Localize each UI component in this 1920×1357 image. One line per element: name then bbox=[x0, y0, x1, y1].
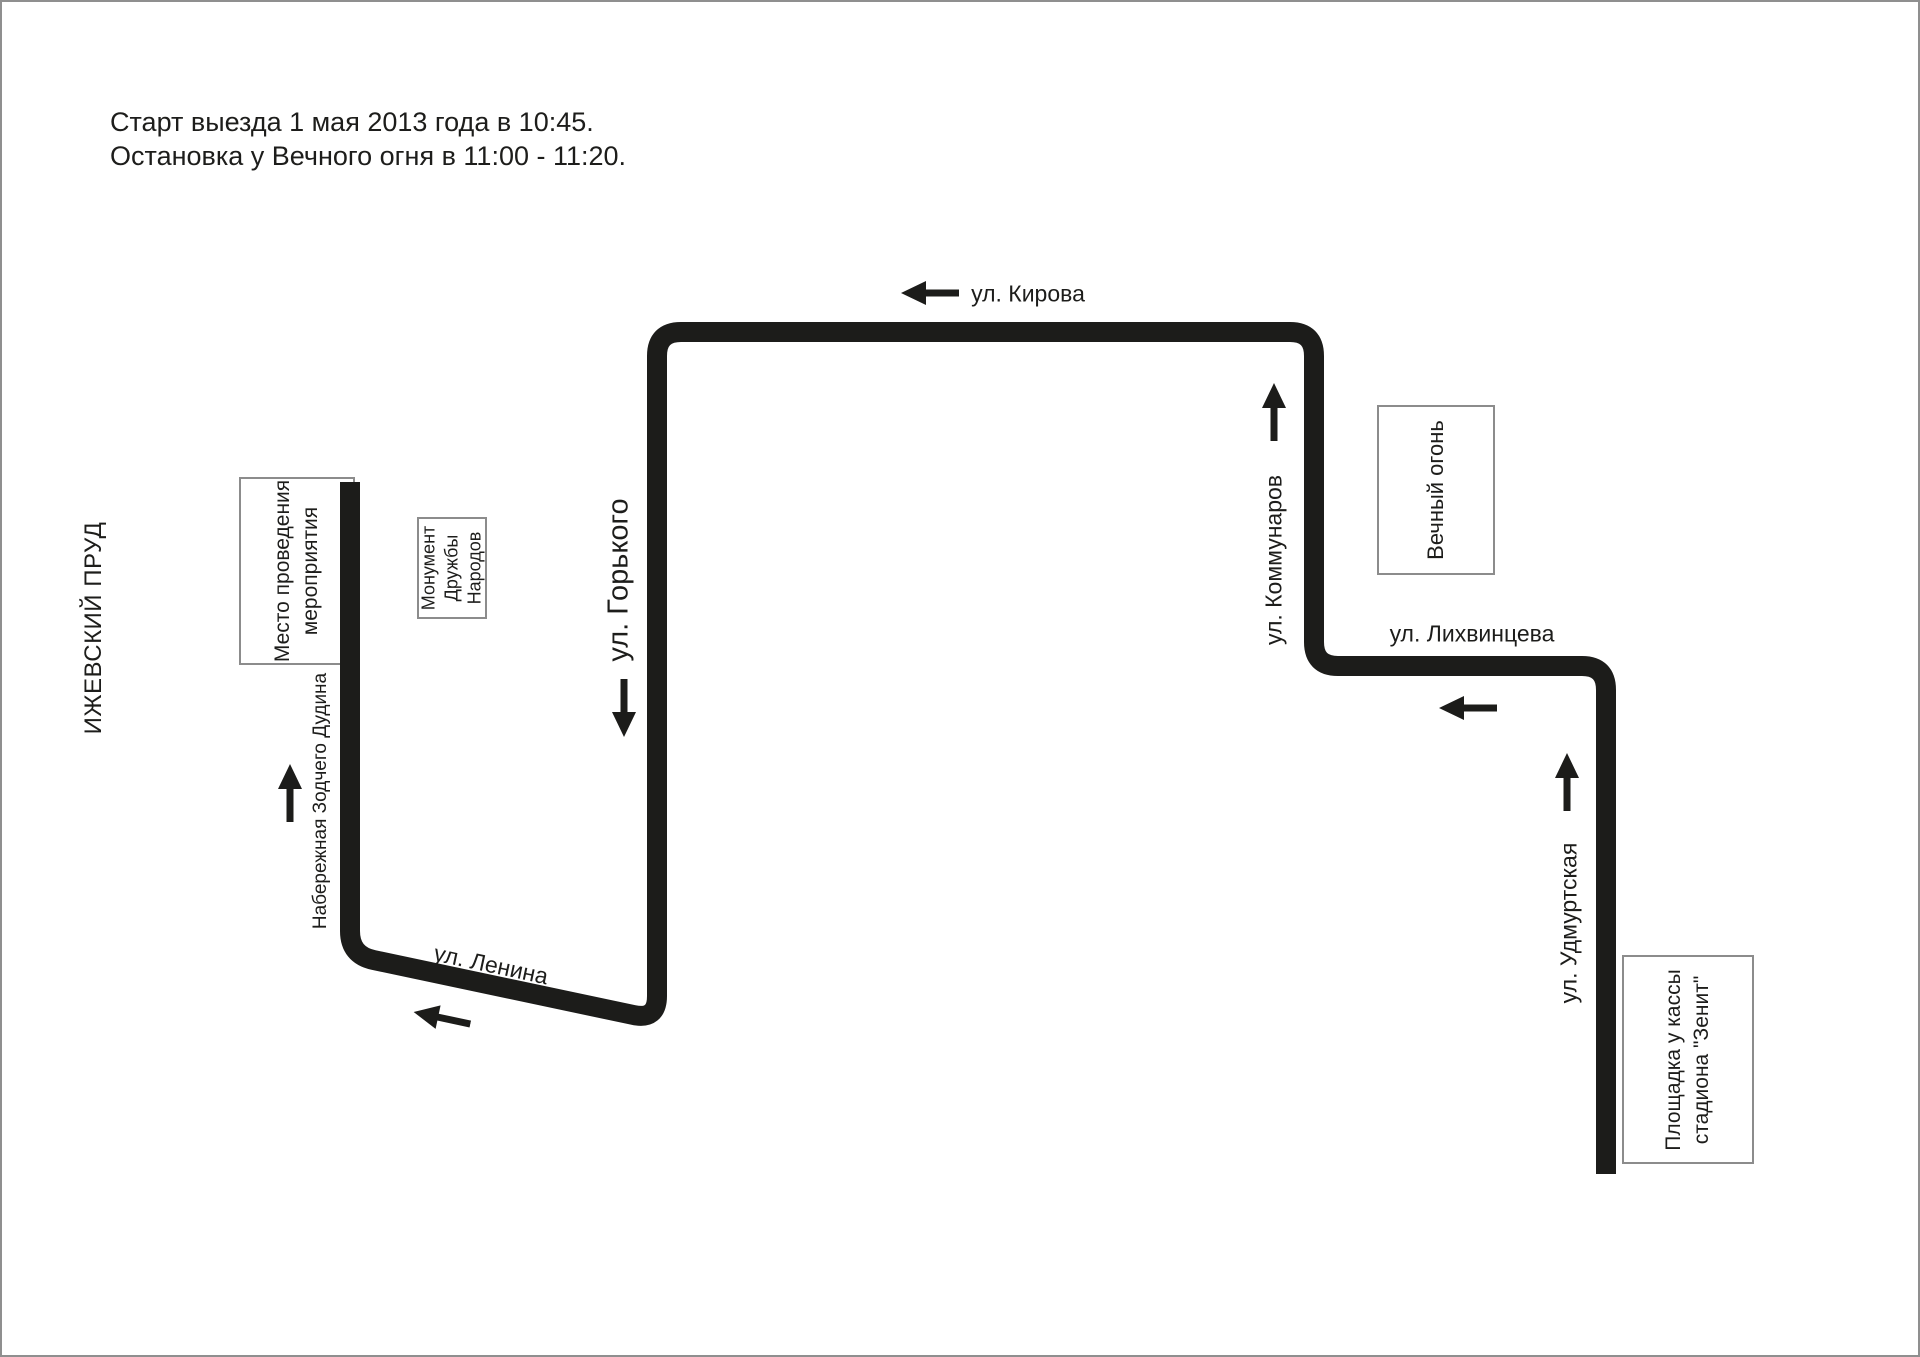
lenina-street-label: ул. Ленина bbox=[431, 939, 551, 990]
monument-box-line3: Народов bbox=[464, 531, 485, 605]
arrow-left-icon bbox=[1439, 695, 1497, 721]
kommunarov-street-label: ул. Коммунаров bbox=[1260, 474, 1287, 646]
kirova-direction-arrow bbox=[901, 280, 959, 306]
zenit-box-line2: стадиона "Зенит" bbox=[1690, 975, 1713, 1144]
gorkogo-direction-arrow bbox=[611, 679, 637, 737]
venue-box bbox=[239, 477, 355, 665]
kommunarov-direction-arrow bbox=[1261, 383, 1287, 441]
schedule-line-stop: Остановка у Вечного огня в 11:00 - 11:20. bbox=[110, 141, 627, 171]
udmurtskaya-direction-arrow bbox=[1554, 753, 1580, 811]
schedule-line-start: Старт выезда 1 мая 2013 года в 10:45. bbox=[110, 107, 594, 137]
eternal-flame-box bbox=[1377, 405, 1495, 575]
likhvintseva-street-label: ул. Лихвинцева bbox=[1389, 620, 1555, 647]
zenit-stadium-box bbox=[1622, 955, 1754, 1164]
arrow-up-icon bbox=[1261, 383, 1287, 441]
monument-box bbox=[417, 517, 487, 619]
naberezhnaya-street-label: Набережная Зодчего Дудина bbox=[310, 672, 331, 930]
zenit-box-line1: Площадка у кассы bbox=[1662, 968, 1685, 1151]
venue-box-label bbox=[269, 480, 325, 662]
arrow-down-icon bbox=[611, 679, 637, 737]
udmurtskaya-street-label: ул. Удмуртская bbox=[1555, 842, 1582, 1004]
naberezhnaya-direction-arrow bbox=[277, 764, 303, 822]
lenina-direction-arrow bbox=[411, 999, 473, 1036]
schedule-note bbox=[110, 105, 626, 173]
monument-box-label bbox=[418, 526, 487, 611]
arrow-left-icon bbox=[901, 280, 959, 306]
arrow-up-icon bbox=[277, 764, 303, 822]
venue-box-line1: Место проведения bbox=[271, 479, 294, 663]
monument-box-line2: Дружбы bbox=[441, 534, 462, 602]
izhevsk-pond-label: ИЖЕВСКИЙ ПРУД bbox=[80, 521, 107, 735]
kirova-street-label: ул. Кирова bbox=[971, 280, 1085, 307]
venue-box-line2: мероприятия bbox=[299, 506, 322, 636]
zenit-stadium-box-label bbox=[1660, 969, 1716, 1150]
arrow-left-icon bbox=[411, 999, 473, 1036]
likhvintseva-direction-arrow bbox=[1439, 695, 1497, 721]
monument-box-line1: Монумент bbox=[418, 525, 439, 611]
eternal-flame-box-label: Вечный огонь bbox=[1423, 420, 1448, 560]
arrow-up-icon bbox=[1554, 753, 1580, 811]
gorkogo-street-label: ул. Горького bbox=[602, 498, 635, 662]
